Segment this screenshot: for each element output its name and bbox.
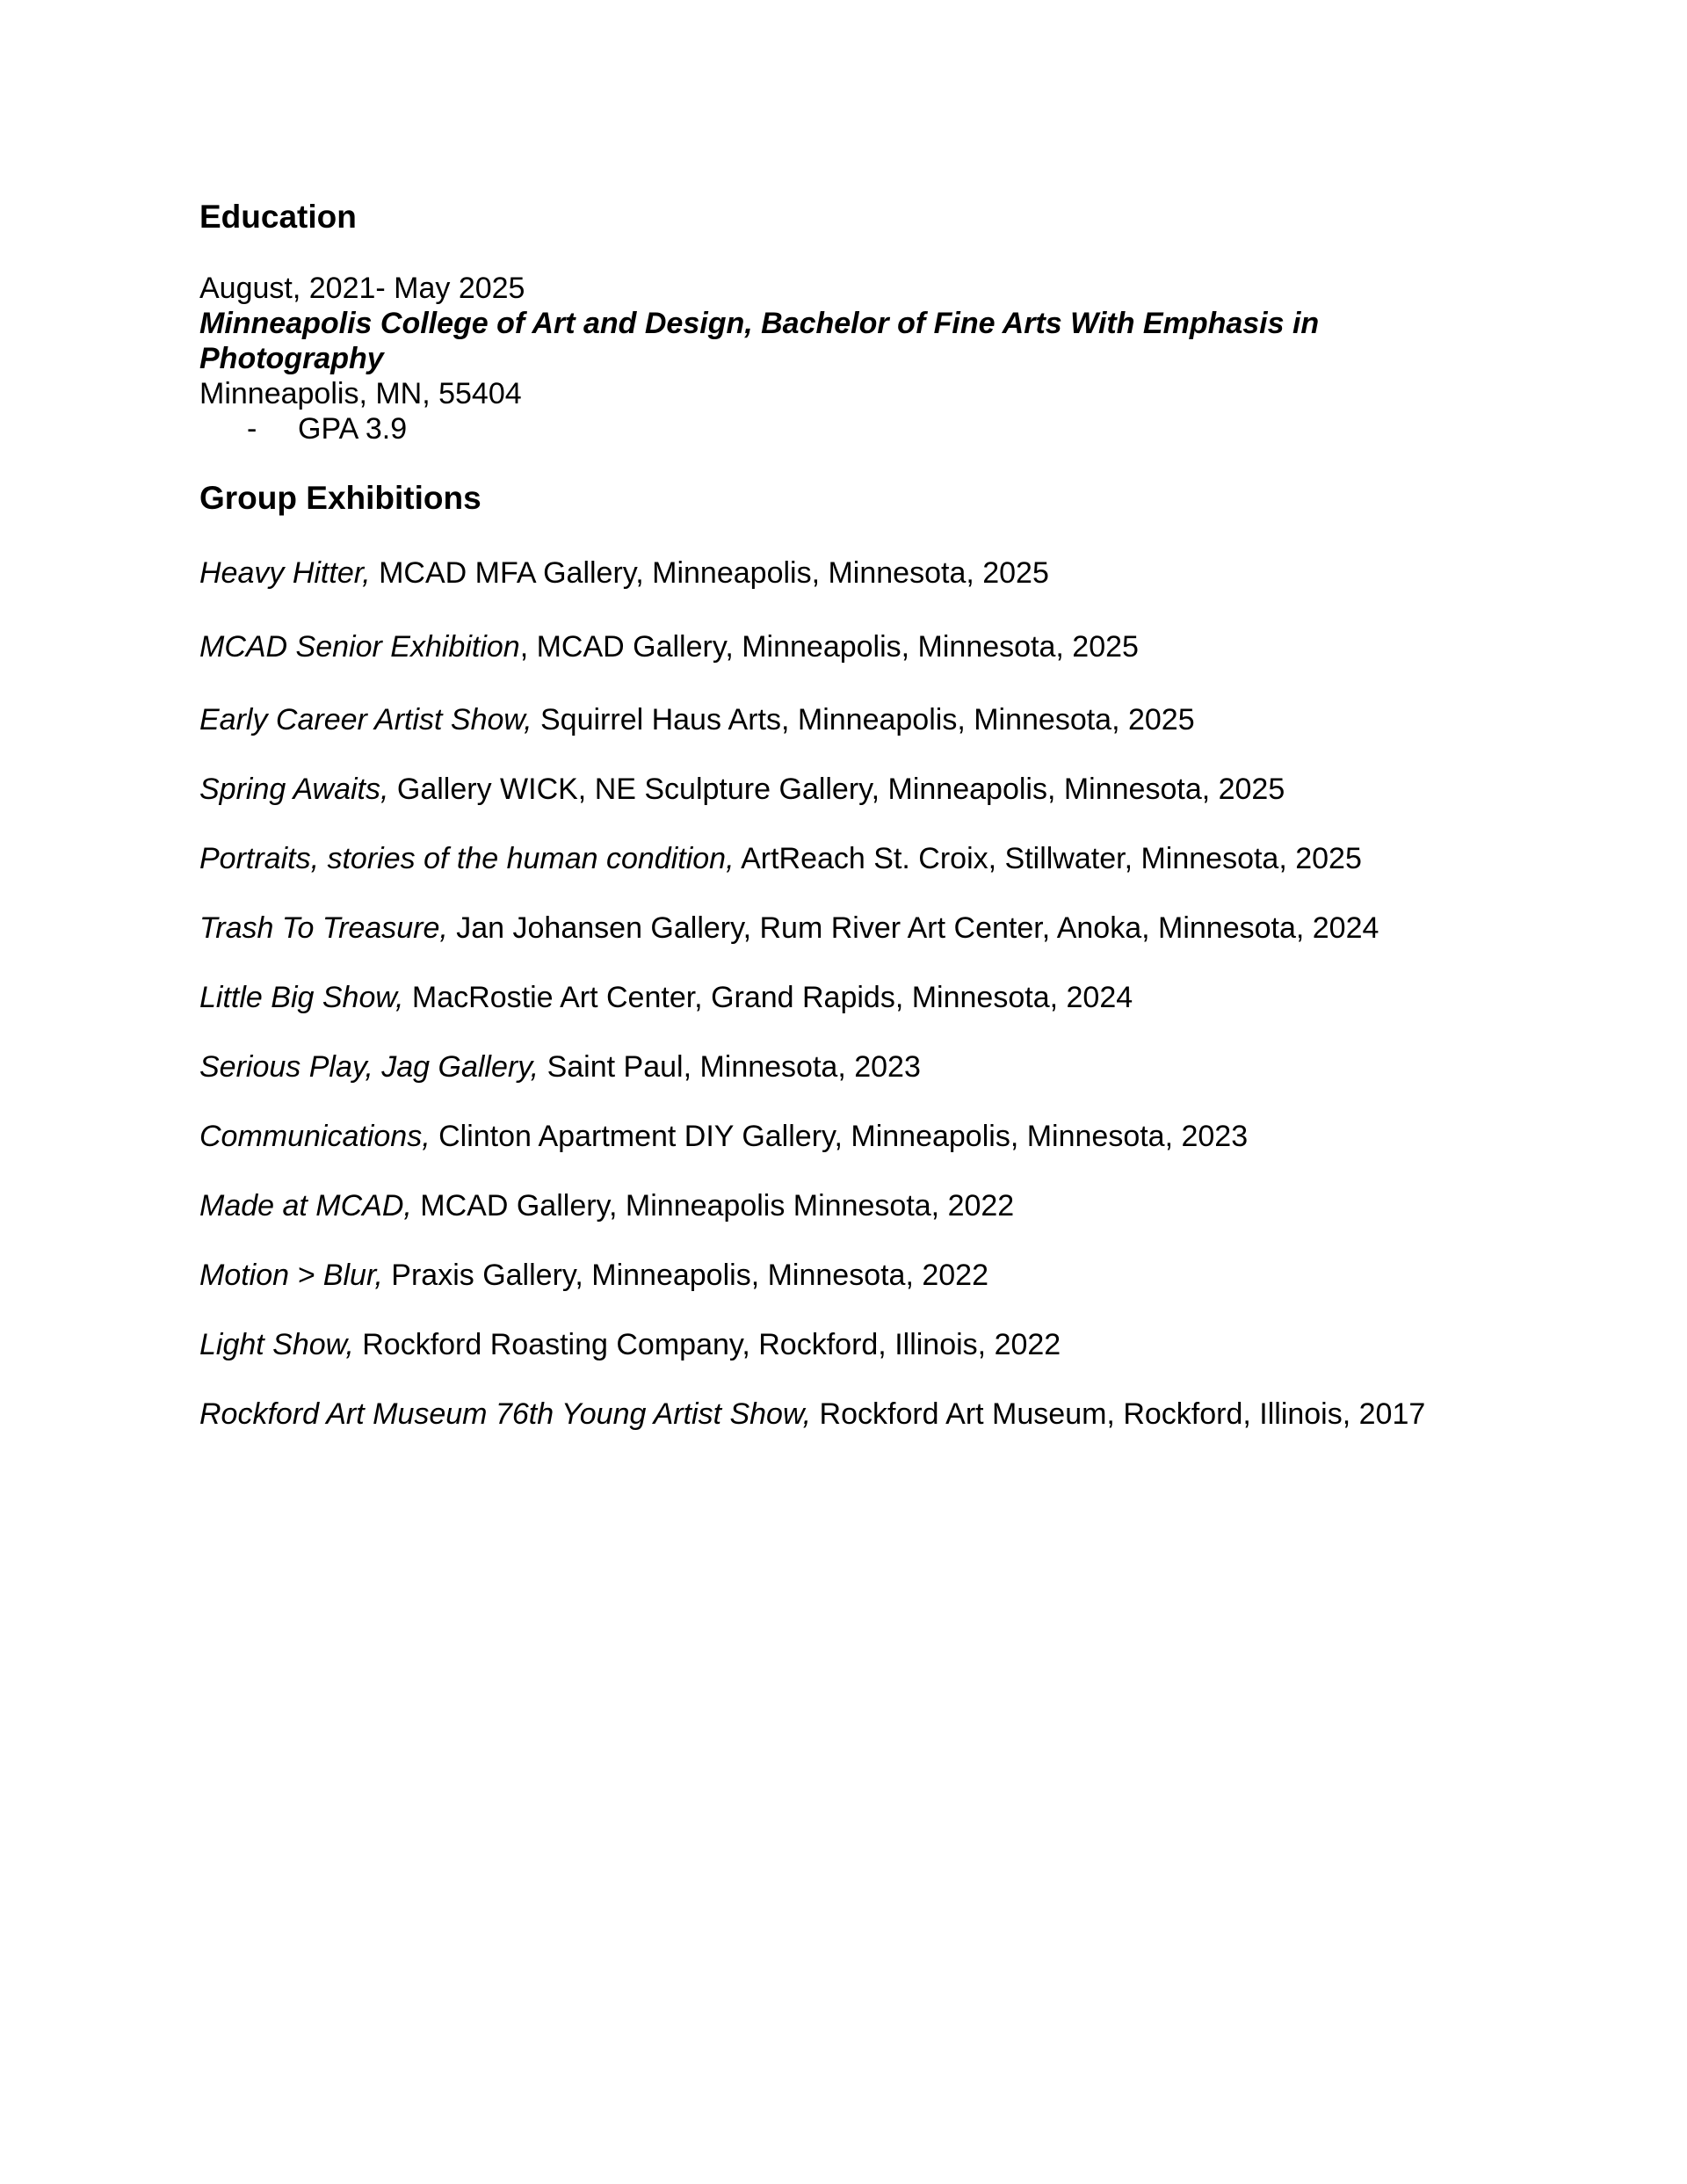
exhibition-title: Early Career Artist Show, (199, 703, 532, 736)
exhibition-details: MacRostie Art Center, Grand Rapids, Minnesota, 2024 (403, 981, 1133, 1014)
exhibition-details: , MCAD Gallery, Minneapolis, Minnesota, 2025 (519, 630, 1139, 664)
exhibition-item (199, 1258, 988, 1293)
exhibition-item (199, 1397, 1425, 1432)
exhibition-details: MCAD MFA Gallery, Minneapolis, Minnesota, 2025 (370, 556, 1049, 590)
exhibition-item (199, 1327, 1061, 1362)
exhibition-title: Light Show, (199, 1328, 354, 1361)
education-dates: August, 2021- May 2025 (199, 272, 525, 305)
education-institution-line1: Minneapolis College of Art and Design, Bachelor of Fine Arts With Emphasis in (199, 307, 1320, 340)
exhibition-title: Portraits, stories of the human condition, (199, 842, 735, 875)
exhibition-details: Jan Johansen Gallery, Rum River Art Center, Anoka, Minnesota, 2024 (447, 911, 1379, 945)
exhibition-details: ArtReach St. Croix, Stillwater, Minnesota, 2025 (734, 842, 1362, 875)
exhibition-title: Little Big Show, (199, 981, 404, 1014)
exhibition-details: Squirrel Haus Arts, Minneapolis, Minnesota, 2025 (532, 703, 1195, 736)
exhibition-title: Heavy Hitter, (199, 556, 371, 590)
exhibition-details: Rockford Art Museum, Rockford, Illinois, 2017 (811, 1397, 1426, 1431)
exhibition-item (199, 702, 1195, 737)
exhibition-item (199, 1049, 921, 1085)
exhibition-title: Motion > Blur, (199, 1259, 383, 1292)
exhibition-details: Clinton Apartment DIY Gallery, Minneapolis, Minnesota, 2023 (430, 1120, 1249, 1153)
exhibition-title: Made at MCAD, (199, 1189, 412, 1223)
exhibition-item (199, 629, 1139, 664)
exhibition-item (199, 1188, 1014, 1223)
exhibition-details: Rockford Roasting Company, Rockford, Illinois, 2022 (353, 1328, 1061, 1361)
education-heading: Education (199, 199, 357, 235)
bullet-marker: - (247, 412, 257, 446)
education-institution-line2: Photography (199, 342, 384, 375)
exhibition-details: Praxis Gallery, Minneapolis, Minnesota, 2022 (382, 1259, 988, 1292)
exhibition-item (199, 772, 1285, 807)
exhibition-title: Trash To Treasure, (199, 911, 448, 945)
exhibition-title: MCAD Senior Exhibition (199, 630, 520, 664)
exhibition-details: Saint Paul, Minnesota, 2023 (539, 1050, 921, 1084)
exhibition-item (199, 1119, 1248, 1154)
exhibition-item (199, 980, 1133, 1015)
exhibition-title: Spring Awaits, (199, 773, 389, 806)
exhibition-item (199, 841, 1362, 876)
exhibition-item (199, 911, 1379, 946)
exhibition-details: MCAD Gallery, Minneapolis Minnesota, 2022 (411, 1189, 1015, 1223)
exhibition-item (199, 555, 1049, 591)
group-exhibitions-heading: Group Exhibitions (199, 480, 481, 516)
exhibition-details: Gallery WICK, NE Sculpture Gallery, Minneapolis, Minnesota, 2025 (388, 773, 1285, 806)
exhibition-title: Rockford Art Museum 76th Young Artist Show, (199, 1397, 812, 1431)
exhibition-title: Serious Play, Jag Gallery, (199, 1050, 539, 1084)
exhibition-title: Communications, (199, 1120, 431, 1153)
education-gpa: GPA 3.9 (298, 412, 408, 446)
education-location: Minneapolis, MN, 55404 (199, 377, 522, 410)
